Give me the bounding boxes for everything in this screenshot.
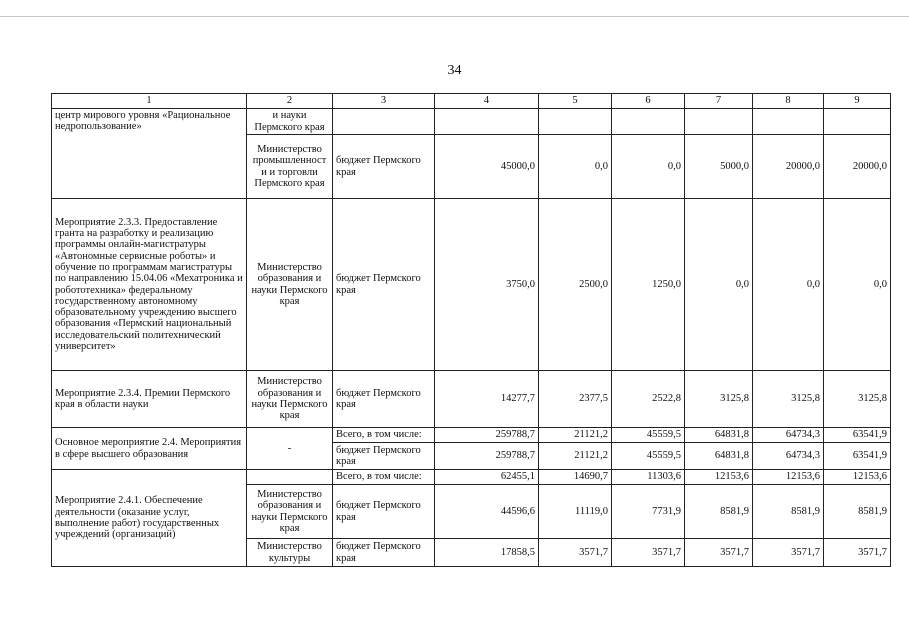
column-header: 7 (685, 94, 753, 109)
value-cell: 259788,7 (435, 428, 539, 443)
value-cell: 0,0 (753, 199, 824, 371)
column-header: 2 (247, 94, 333, 109)
value-cell: 20000,0 (753, 135, 824, 199)
value-cell: 12153,6 (685, 470, 753, 485)
value-cell: 20000,0 (824, 135, 891, 199)
value-cell: 0,0 (824, 199, 891, 371)
value-cell: 3571,7 (685, 539, 753, 567)
budget-table (51, 93, 891, 567)
value-cell: 3571,7 (612, 539, 685, 567)
source-cell: Всего, в том числе: (333, 428, 435, 443)
value-cell: 5000,0 (685, 135, 753, 199)
value-cell: 44596,6 (435, 485, 539, 539)
value-cell: 64831,8 (685, 443, 753, 470)
measure-cell: центр мирового уровня «Рациональное недропользование» (52, 109, 247, 199)
source-cell: бюджет Пермского края (333, 135, 435, 199)
value-cell: 63541,9 (824, 443, 891, 470)
value-cell: 11303,6 (612, 470, 685, 485)
executor-cell: - (247, 428, 333, 470)
executor-cell: и науки Пермского края (247, 109, 333, 135)
value-cell: 62455,1 (435, 470, 539, 485)
column-header: 4 (435, 94, 539, 109)
value-cell: 8581,9 (753, 485, 824, 539)
measure-cell: Мероприятие 2.3.3. Предоставление гранта на разработку и реализацию программы онлайн-магистратуры «Автономные сервисные роботы» и обучение по программам магистратуры по направлению 15.04.06 «Мехатроника и робототехника» федеральному государственному автономному образовательному учреждению высшего образования «Пермский национальный исследовательский политехнический университет» (52, 199, 247, 371)
source-cell: бюджет Пермского края (333, 443, 435, 470)
value-cell: 259788,7 (435, 443, 539, 470)
value-cell: 3125,8 (824, 371, 891, 428)
value-cell: 8581,9 (824, 485, 891, 539)
executor-cell: Министерство образования и науки Пермского края (247, 199, 333, 371)
source-cell: бюджет Пермского края (333, 371, 435, 428)
value-cell: 3125,8 (685, 371, 753, 428)
header-row (52, 94, 891, 109)
table-row (52, 109, 891, 135)
value-cell: 21121,2 (539, 428, 612, 443)
table-row (52, 428, 891, 443)
source-cell: бюджет Пермского края (333, 539, 435, 567)
column-header: 3 (333, 94, 435, 109)
value-cell: 14690,7 (539, 470, 612, 485)
source-cell: бюджет Пермского края (333, 199, 435, 371)
scan-top-edge (0, 16, 909, 17)
column-header: 5 (539, 94, 612, 109)
value-cell: 3571,7 (539, 539, 612, 567)
source-cell: бюджет Пермского края (333, 485, 435, 539)
source-cell: Всего, в том числе: (333, 470, 435, 485)
executor-cell: Министерство образования и науки Пермского края (247, 485, 333, 539)
value-cell: 45559,5 (612, 443, 685, 470)
column-header: 9 (824, 94, 891, 109)
value-cell: 12153,6 (753, 470, 824, 485)
executor-cell: Министерство образования и науки Пермского края (247, 371, 333, 428)
value-cell: 45000,0 (435, 135, 539, 199)
value-cell: 0,0 (685, 199, 753, 371)
value-cell: 8581,9 (685, 485, 753, 539)
executor-cell: Министерство культуры (247, 539, 333, 567)
value-cell: 11119,0 (539, 485, 612, 539)
measure-cell: Мероприятие 2.4.1. Обеспечение деятельности (оказание услуг, выполнение работ) государственных учреждений (организаций) (52, 470, 247, 567)
value-cell: 64831,8 (685, 428, 753, 443)
column-header: 6 (612, 94, 685, 109)
page-number: 34 (447, 63, 462, 78)
value-cell: 3125,8 (753, 371, 824, 428)
measure-cell: Мероприятие 2.3.4. Премии Пермского края в области науки (52, 371, 247, 428)
value-cell: 1250,0 (612, 199, 685, 371)
value-cell: 2522,8 (612, 371, 685, 428)
value-cell: 21121,2 (539, 443, 612, 470)
value-cell: 0,0 (612, 135, 685, 199)
value-cell: 12153,6 (824, 470, 891, 485)
table-row (52, 199, 891, 371)
value-cell: 3571,7 (753, 539, 824, 567)
value-cell: 3571,7 (824, 539, 891, 567)
value-cell: 7731,9 (612, 485, 685, 539)
value-cell: 64734,3 (753, 443, 824, 470)
value-cell: 3750,0 (435, 199, 539, 371)
executor-cell: Министерство промышленност и и торговли Пермского края (247, 135, 333, 199)
value-cell: 64734,3 (753, 428, 824, 443)
value-cell: 17858,5 (435, 539, 539, 567)
value-cell: 45559,5 (612, 428, 685, 443)
value-cell: 2377,5 (539, 371, 612, 428)
value-cell: 0,0 (539, 135, 612, 199)
table-row (52, 470, 891, 485)
column-header: 8 (753, 94, 824, 109)
value-cell: 2500,0 (539, 199, 612, 371)
table-row (52, 371, 891, 428)
column-header: 1 (52, 94, 247, 109)
measure-cell: Основное мероприятие 2.4. Мероприятия в сфере высшего образования (52, 428, 247, 470)
value-cell: 14277,7 (435, 371, 539, 428)
value-cell: 63541,9 (824, 428, 891, 443)
